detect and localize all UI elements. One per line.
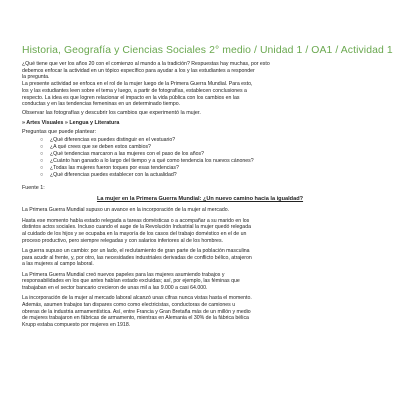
text-line: Hasta ese momento había estado relegada a tareas domésticas o a acompañar a su marido en los (22, 217, 250, 224)
bullet-icon: ○ (40, 144, 44, 151)
question-text: ¿Cuánto han ganado a lo largo del tiempo y a qué como tendencia los nuevos cánones? (50, 158, 254, 165)
article-paragraph (22, 207, 378, 214)
text-line: al cuidado de los hijos y se ocupaba en la mayoría de los casos del trabajo doméstico en el de un (22, 231, 247, 238)
article-paragraph (22, 295, 378, 329)
text-line: distintos actos sociales. Incluso cuando el auge de la Revolución Industrial la mujer quedó relegada (22, 224, 251, 231)
text-line: a las mujeres al campo laboral. (22, 261, 94, 268)
bullet-icon: ○ (40, 172, 44, 179)
text-line: ¿Qué tiene que ver los años 20 con el comienzo al mundo a la tradición? Respuestas hay muchas, por esto (22, 61, 270, 67)
text-line: responsabilidades en los que antes habían estado excluidas; así, por ejemplo, las féminas que (22, 278, 240, 285)
text-line: para acudir al frente, y, por otro, las necesidades industriales derivadas de conflicto bélico, atrajeron (22, 254, 252, 261)
text-line: respecto. La idea es que logren relacionar el impacto en la vida pública con los cambios en las (22, 94, 240, 101)
text-line: conductas y en las tendencias femeninas en un determinado tiempo. (22, 101, 181, 108)
text-line: proceso productivo, pero siempre relegadas y con salarios inferiores al de los hombres. (22, 237, 223, 244)
intro-paragraph (22, 61, 378, 108)
question-text: ¿Todas las mujeres fueron toques por esas tendencias? (50, 165, 179, 172)
text-line: trabajaban en el sector bancario crecieron de unas mil a las 9.000 a casi 64.000. (22, 284, 208, 291)
text-line: La Primera Guerra Mundial creó nuevos papeles para las mujeres asumiendo trabajos y (22, 271, 225, 278)
integration-heading: » Artes Visuales » Lengua y Literatura (22, 120, 120, 127)
question-text: ¿Qué tendencias marcaron a las mujeres con el paso de los años? (50, 151, 204, 158)
text-line: de mujeres trabajaron en fábricas de armamento, mientras en Alemania el 30% de la fábrica bélica (22, 315, 249, 322)
list-item (40, 165, 378, 172)
text-line: Krupp estaba compuesto por mujeres en 1918. (22, 321, 131, 328)
list-item (40, 137, 378, 144)
page-title: Historia, Geografía y Ciencias Sociales 2° medio / Unidad 1 / OA1 / Actividad 1 (22, 45, 393, 56)
text-line: La incorporación de la mujer al mercado laboral alcanzó unas cifras nunca vistas hasta el momento. (22, 295, 252, 302)
questions-label: Preguntas que puede plantear: (22, 129, 97, 136)
list-item (40, 158, 378, 165)
text-line: obreras de la industria armamentística. Así, entre Francia y Gran Bretaña más de un millón y medio (22, 308, 251, 315)
list-item (40, 144, 378, 151)
bullet-icon: ○ (40, 137, 44, 144)
source-label: Fuente 1: (22, 185, 45, 192)
article-paragraph (22, 272, 378, 292)
list-item (40, 172, 378, 179)
list-item (40, 151, 378, 158)
observe-text: Observar las fotografías y descubrir los cambios que experimentó la mujer. (22, 109, 201, 116)
text-line: Además, asumen trabajos tan dispares como como electricistas, conductoras de camiones u (22, 301, 236, 308)
text-line: La Primera Guerra Mundial supuso un avance en la incorporación de la mujer al mercado. (22, 207, 230, 214)
questions-list (22, 137, 378, 179)
question-text: ¿Qué diferencias es puedes distinguir en el vestuario? (50, 137, 176, 144)
text-line: debemos enfocar la actividad en un tópico específico para ayudar a los y las estudiantes a responder (22, 67, 255, 74)
bullet-icon: ○ (40, 158, 44, 165)
article-title: La mujer en la Primera Guerra Mundial: ¿Un nuevo camino hacia la igualdad? (96, 196, 304, 203)
article-paragraph (22, 248, 378, 268)
question-text: ¿A qué crees que se deben estos cambios? (50, 144, 151, 151)
text-line: La guerra supuso un cambio: por un lado, el reclutamiento de gran parte de la población masculina (22, 247, 250, 254)
question-text: ¿Qué diferencias puedes establecer con la actualidad? (50, 172, 177, 179)
bullet-icon: ○ (40, 165, 44, 172)
text-line: los y las estudiantes leen sobre el tema y luego, a partir de fotografías, establecen conclusiones a (22, 87, 247, 94)
article-paragraph (22, 218, 378, 245)
text-line: La presente actividad se enfoca en el rol de la mujer luego de la Primera Guerra Mundial. Para esto, (22, 81, 253, 88)
bullet-icon: ○ (40, 151, 44, 158)
text-line: la pregunta. (22, 74, 50, 81)
